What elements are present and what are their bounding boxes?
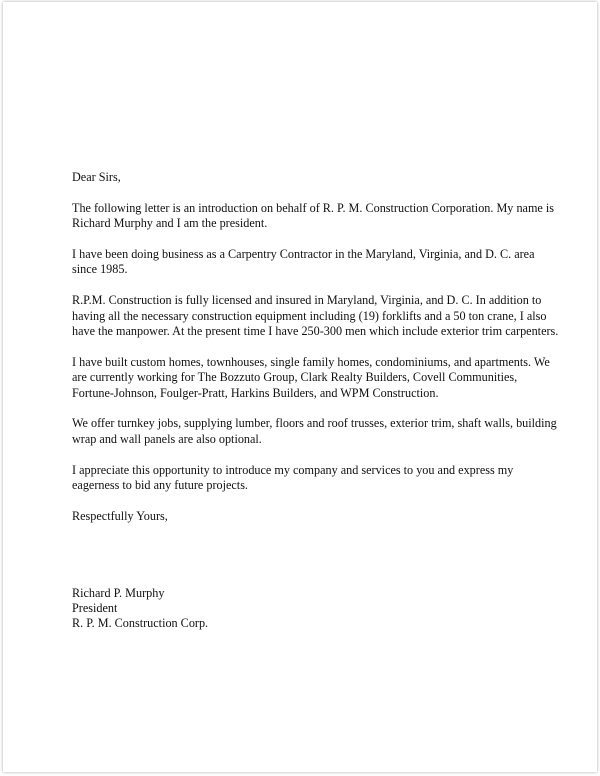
letter-body	[72, 170, 562, 632]
signer-company: R. P. M. Construction Corp.	[72, 616, 209, 631]
paragraph-services: We offer turnkey jobs, supplying lumber, floors and roof trusses, exterior trim, shaft walls, building wrap and wall panels are also optional.	[72, 416, 557, 446]
signer-title: President	[72, 601, 118, 616]
paragraph-business-history: I have been doing business as a Carpentry Contractor in the Maryland, Virginia, and D. C. area since 1985.	[72, 247, 535, 277]
signature-block	[72, 586, 562, 632]
closing: Respectfully Yours,	[72, 508, 168, 523]
salutation: Dear Sirs,	[72, 170, 121, 184]
signature-space	[72, 540, 562, 586]
paragraph-introduction: The following letter is an introduction on behalf of R. P. M. Construction Corporation. My name is Richard Murphy and I am the president.	[72, 200, 555, 231]
paragraph-projects-clients: I have built custom homes, townhouses, single family homes, condominiums, and apartments. We are currently working for The Bozzuto Group, Clark Realty Builders, Covell Communities, Fortune-Johnson, Foulger-Pratt, Harkins Builders, and WPM Construction.	[72, 354, 550, 400]
paragraph-appreciation: I appreciate this opportunity to introduce my company and services to you and express my eagerness to bid any future projects.	[72, 462, 514, 493]
paragraph-licensing-equipment: R.P.M. Construction is fully licensed and insured in Maryland, Virginia, and D. C. In addition to having all the necessary construction equipment including (19) forklifts and a 50 ton crane, I also have the manpower. At the present time I have 250-300 men which include exterior trim carpenters.	[72, 293, 559, 339]
signer-name: Richard P. Murphy	[72, 585, 165, 600]
document-page	[3, 2, 597, 772]
